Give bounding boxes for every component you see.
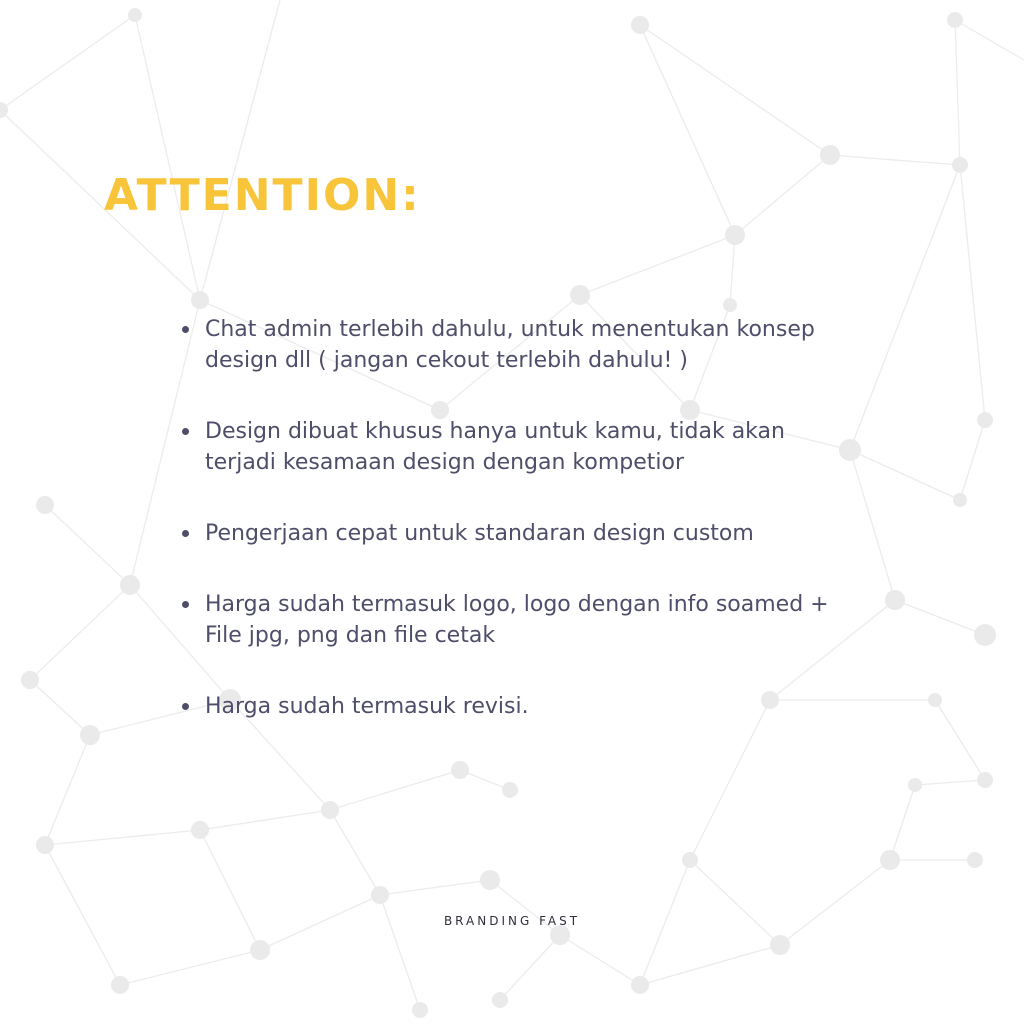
attention-title: ATTENTION: xyxy=(104,170,421,221)
bullet-item xyxy=(180,416,860,478)
bullet-item xyxy=(180,691,860,722)
bullet-item xyxy=(180,518,860,549)
bullet-item xyxy=(180,314,860,376)
info-bullet-list xyxy=(180,314,860,722)
bullet-text: Chat admin terlebih dahulu, untuk menentukan konsep design dll ( jangan cekout terlebih dahulu! ) xyxy=(205,317,815,373)
bullet-dot-icon xyxy=(182,601,189,608)
bullet-item xyxy=(180,589,860,651)
brand-footer: BRANDING FAST xyxy=(443,914,581,928)
bullet-text: Design dibuat khusus hanya untuk kamu, tidak akan terjadi kesamaan design dengan kompetior xyxy=(205,419,785,475)
bullet-dot-icon xyxy=(182,326,189,333)
bullet-text: Harga sudah termasuk logo, logo dengan info soamed + File jpg, png dan file cetak xyxy=(205,592,829,648)
bullet-text: Pengerjaan cepat untuk standaran design custom xyxy=(205,521,754,546)
bullet-text: Harga sudah termasuk revisi. xyxy=(205,694,529,719)
bullet-dot-icon xyxy=(182,428,189,435)
bullet-dot-icon xyxy=(182,703,189,710)
bullet-dot-icon xyxy=(182,530,189,537)
